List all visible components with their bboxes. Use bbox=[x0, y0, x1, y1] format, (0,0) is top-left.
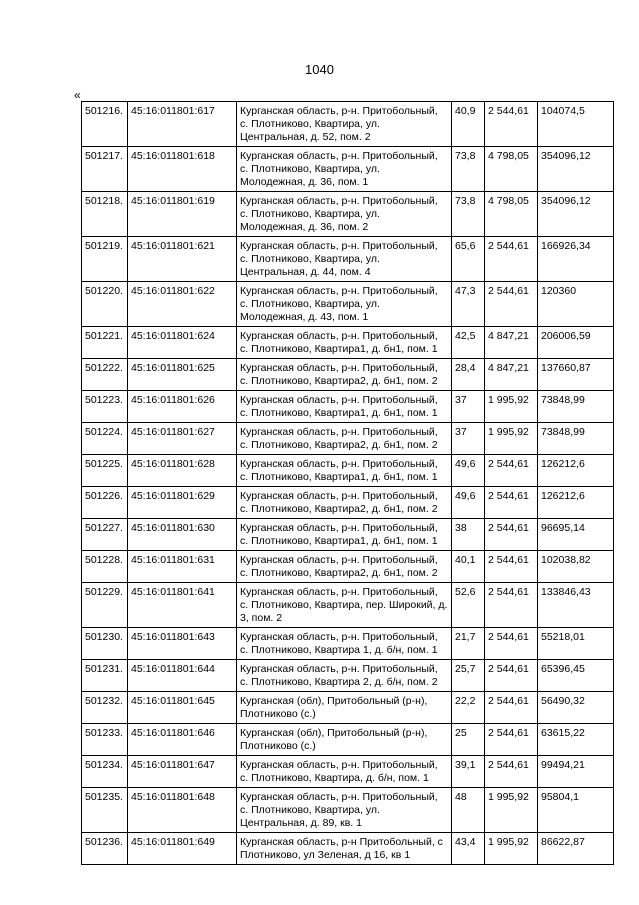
table-row bbox=[82, 660, 614, 692]
area-cell: 52,6 bbox=[452, 583, 485, 628]
address-cell: Курганская (обл), Притобольный (р-н), Плотниково (с.) bbox=[237, 692, 452, 724]
cadastral-number-cell: 45:16:011801:625 bbox=[128, 359, 237, 391]
area-cell: 21,7 bbox=[452, 628, 485, 660]
rate-cell: 2 544,61 bbox=[485, 660, 538, 692]
cadastral-value-cell: 133846,43 bbox=[538, 583, 614, 628]
area-cell: 40,9 bbox=[452, 102, 485, 147]
table-row bbox=[82, 628, 614, 660]
table-row bbox=[82, 282, 614, 327]
address-cell: Курганская область, р-н. Притобольный, с. Плотниково, Квартира1, д. бн1, пом. 1 bbox=[237, 391, 452, 423]
row-number-cell: 501233. bbox=[82, 724, 128, 756]
area-cell: 25,7 bbox=[452, 660, 485, 692]
cadastral-number-cell: 45:16:011801:617 bbox=[128, 102, 237, 147]
area-cell: 37 bbox=[452, 391, 485, 423]
rate-cell: 1 995,92 bbox=[485, 423, 538, 455]
area-cell: 40,1 bbox=[452, 551, 485, 583]
cadastral-number-cell: 45:16:011801:621 bbox=[128, 237, 237, 282]
cadastral-number-cell: 45:16:011801:646 bbox=[128, 724, 237, 756]
rate-cell: 2 544,61 bbox=[485, 102, 538, 147]
cadastral-value-cell: 86622,87 bbox=[538, 833, 614, 865]
area-cell: 22,2 bbox=[452, 692, 485, 724]
area-cell: 25 bbox=[452, 724, 485, 756]
row-number-cell: 501231. bbox=[82, 660, 128, 692]
table-row bbox=[82, 423, 614, 455]
address-cell: Курганская область, р-н. Притобольный, с. Плотниково, Квартира, ул. Центральная, д. 89, кв. 1 bbox=[237, 788, 452, 833]
cadastral-value-cell: 63615,22 bbox=[538, 724, 614, 756]
area-cell: 48 bbox=[452, 788, 485, 833]
cadastral-value-cell: 126212,6 bbox=[538, 487, 614, 519]
address-cell: Курганская (обл), Притобольный (р-н), Плотниково (с.) bbox=[237, 724, 452, 756]
area-cell: 47,3 bbox=[452, 282, 485, 327]
cadastral-value-cell: 126212,6 bbox=[538, 455, 614, 487]
row-number-cell: 501220. bbox=[82, 282, 128, 327]
cadastral-value-cell: 65396,45 bbox=[538, 660, 614, 692]
table-row bbox=[82, 147, 614, 192]
row-number-cell: 501235. bbox=[82, 788, 128, 833]
area-cell: 49,6 bbox=[452, 487, 485, 519]
cadastral-value-cell: 73848,99 bbox=[538, 423, 614, 455]
rate-cell: 2 544,61 bbox=[485, 282, 538, 327]
cadastral-number-cell: 45:16:011801:641 bbox=[128, 583, 237, 628]
cadastral-number-cell: 45:16:011801:630 bbox=[128, 519, 237, 551]
table-row bbox=[82, 692, 614, 724]
address-cell: Курганская область, р-н. Притобольный, с. Плотниково, Квартира, д. б/н, пом. 1 bbox=[237, 756, 452, 788]
cadastral-value-cell: 55218,01 bbox=[538, 628, 614, 660]
table-row bbox=[82, 192, 614, 237]
cadastral-number-cell: 45:16:011801:647 bbox=[128, 756, 237, 788]
cadastral-number-cell: 45:16:011801:648 bbox=[128, 788, 237, 833]
table-row bbox=[82, 327, 614, 359]
cadastral-value-cell: 354096,12 bbox=[538, 192, 614, 237]
row-number-cell: 501230. bbox=[82, 628, 128, 660]
cadastral-number-cell: 45:16:011801:622 bbox=[128, 282, 237, 327]
cadastral-value-cell: 96695,14 bbox=[538, 519, 614, 551]
table-row bbox=[82, 487, 614, 519]
row-number-cell: 501234. bbox=[82, 756, 128, 788]
cadastral-number-cell: 45:16:011801:628 bbox=[128, 455, 237, 487]
table-row bbox=[82, 551, 614, 583]
area-cell: 39,1 bbox=[452, 756, 485, 788]
address-cell: Курганская область, р-н. Притобольный, с. Плотниково, Квартира1, д. бн1, пом. 1 bbox=[237, 455, 452, 487]
address-cell: Курганская область, р-н. Притобольный, с. Плотниково, Квартира, ул. Центральная, д. 52, пом. 2 bbox=[237, 102, 452, 147]
area-cell: 28,4 bbox=[452, 359, 485, 391]
table-row bbox=[82, 833, 614, 865]
address-cell: Курганская область, р-н. Притобольный, с. Плотниково, Квартира, пер. Широкий, д. 3, пом. 2 bbox=[237, 583, 452, 628]
rate-cell: 1 995,92 bbox=[485, 788, 538, 833]
cadastral-value-cell: 102038,82 bbox=[538, 551, 614, 583]
row-number-cell: 501216. bbox=[82, 102, 128, 147]
cadastral-number-cell: 45:16:011801:629 bbox=[128, 487, 237, 519]
registry-table-body bbox=[82, 102, 614, 865]
cadastral-number-cell: 45:16:011801:649 bbox=[128, 833, 237, 865]
table-row bbox=[82, 724, 614, 756]
address-cell: Курганская область, р-н. Притобольный, с. Плотниково, Квартира, ул. Молодежная, д. 36, пом. 1 bbox=[237, 147, 452, 192]
address-cell: Курганская область, р-н. Притобольный, с. Плотниково, Квартира2, д. бн1, пом. 2 bbox=[237, 487, 452, 519]
address-cell: Курганская область, р-н. Притобольный, с. Плотниково, Квартира, ул. Молодежная, д. 43, пом. 1 bbox=[237, 282, 452, 327]
rate-cell: 2 544,61 bbox=[485, 583, 538, 628]
cadastral-number-cell: 45:16:011801:631 bbox=[128, 551, 237, 583]
area-cell: 38 bbox=[452, 519, 485, 551]
cadastral-value-cell: 137660,87 bbox=[538, 359, 614, 391]
row-number-cell: 501222. bbox=[82, 359, 128, 391]
address-cell: Курганская область, р-н. Притобольный, с. Плотниково, Квартира, ул. Молодежная, д. 36, пом. 2 bbox=[237, 192, 452, 237]
table-row bbox=[82, 756, 614, 788]
address-cell: Курганская область, р-н. Притобольный, с. Плотниково, Квартира, ул. Центральная, д. 44, пом. 4 bbox=[237, 237, 452, 282]
rate-cell: 4 798,05 bbox=[485, 192, 538, 237]
rate-cell: 2 544,61 bbox=[485, 628, 538, 660]
address-cell: Курганская область, р-н. Притобольный, с. Плотниково, Квартира 1, д. б/н, пом. 1 bbox=[237, 628, 452, 660]
cadastral-number-cell: 45:16:011801:618 bbox=[128, 147, 237, 192]
area-cell: 37 bbox=[452, 423, 485, 455]
area-cell: 73,8 bbox=[452, 147, 485, 192]
cadastral-value-cell: 56490,32 bbox=[538, 692, 614, 724]
cadastral-value-cell: 120360 bbox=[538, 282, 614, 327]
address-cell: Курганская область, р-н. Притобольный, с. Плотниково, Квартира2, д. бн1, пом. 2 bbox=[237, 359, 452, 391]
cadastral-number-cell: 45:16:011801:626 bbox=[128, 391, 237, 423]
row-number-cell: 501218. bbox=[82, 192, 128, 237]
row-number-cell: 501227. bbox=[82, 519, 128, 551]
cadastral-number-cell: 45:16:011801:619 bbox=[128, 192, 237, 237]
row-number-cell: 501224. bbox=[82, 423, 128, 455]
address-cell: Курганская область, р-н. Притобольный, с. Плотниково, Квартира2, д. бн1, пом. 2 bbox=[237, 551, 452, 583]
rate-cell: 2 544,61 bbox=[485, 692, 538, 724]
table-row bbox=[82, 102, 614, 147]
rate-cell: 2 544,61 bbox=[485, 487, 538, 519]
cadastral-number-cell: 45:16:011801:643 bbox=[128, 628, 237, 660]
table-row bbox=[82, 455, 614, 487]
area-cell: 65,6 bbox=[452, 237, 485, 282]
row-number-cell: 501226. bbox=[82, 487, 128, 519]
row-number-cell: 501228. bbox=[82, 551, 128, 583]
table-row bbox=[82, 788, 614, 833]
rate-cell: 1 995,92 bbox=[485, 833, 538, 865]
address-cell: Курганская область, р-н. Притобольный, с. Плотниково, Квартира 2, д. б/н, пом. 2 bbox=[237, 660, 452, 692]
row-number-cell: 501221. bbox=[82, 327, 128, 359]
row-number-cell: 501229. bbox=[82, 583, 128, 628]
row-number-cell: 501219. bbox=[82, 237, 128, 282]
cadastral-value-cell: 166926,34 bbox=[538, 237, 614, 282]
table-row bbox=[82, 583, 614, 628]
area-cell: 73,8 bbox=[452, 192, 485, 237]
address-cell: Курганская область, р-н. Притобольный, с. Плотниково, Квартира1, д. бн1, пом. 1 bbox=[237, 519, 452, 551]
cadastral-value-cell: 99494,21 bbox=[538, 756, 614, 788]
rate-cell: 2 544,61 bbox=[485, 756, 538, 788]
rate-cell: 4 847,21 bbox=[485, 327, 538, 359]
address-cell: Курганская область, р-н. Притобольный, с. Плотниково, Квартира2, д. бн1, пом. 2 bbox=[237, 423, 452, 455]
row-number-cell: 501217. bbox=[82, 147, 128, 192]
cadastral-value-cell: 206006,59 bbox=[538, 327, 614, 359]
row-number-cell: 501232. bbox=[82, 692, 128, 724]
row-number-cell: 501225. bbox=[82, 455, 128, 487]
address-cell: Курганская область, р-н. Притобольный, с. Плотниково, Квартира1, д. бн1, пом. 1 bbox=[237, 327, 452, 359]
rate-cell: 2 544,61 bbox=[485, 724, 538, 756]
cadastral-value-cell: 95804,1 bbox=[538, 788, 614, 833]
cadastral-number-cell: 45:16:011801:627 bbox=[128, 423, 237, 455]
row-number-cell: 501236. bbox=[82, 833, 128, 865]
area-cell: 43,4 bbox=[452, 833, 485, 865]
cadastral-number-cell: 45:16:011801:624 bbox=[128, 327, 237, 359]
cadastral-value-cell: 354096,12 bbox=[538, 147, 614, 192]
row-number-cell: 501223. bbox=[82, 391, 128, 423]
cadastral-value-cell: 73848,99 bbox=[538, 391, 614, 423]
cadastral-number-cell: 45:16:011801:645 bbox=[128, 692, 237, 724]
cadastral-value-cell: 104074,5 bbox=[538, 102, 614, 147]
property-registry-table bbox=[81, 101, 614, 865]
rate-cell: 2 544,61 bbox=[485, 519, 538, 551]
rate-cell: 4 798,05 bbox=[485, 147, 538, 192]
table-row bbox=[82, 391, 614, 423]
rate-cell: 2 544,61 bbox=[485, 237, 538, 282]
address-cell: Курганская область, р-н Притобольный, с Плотниково, ул Зеленая, д 16, кв 1 bbox=[237, 833, 452, 865]
rate-cell: 4 847,21 bbox=[485, 359, 538, 391]
area-cell: 42,5 bbox=[452, 327, 485, 359]
table-row bbox=[82, 237, 614, 282]
table-row bbox=[82, 519, 614, 551]
rate-cell: 1 995,92 bbox=[485, 391, 538, 423]
page-number: 1040 bbox=[305, 62, 334, 77]
rate-cell: 2 544,61 bbox=[485, 551, 538, 583]
table-row bbox=[82, 359, 614, 391]
area-cell: 49,6 bbox=[452, 455, 485, 487]
cadastral-number-cell: 45:16:011801:644 bbox=[128, 660, 237, 692]
opening-quote-mark: « bbox=[74, 88, 81, 102]
rate-cell: 2 544,61 bbox=[485, 455, 538, 487]
